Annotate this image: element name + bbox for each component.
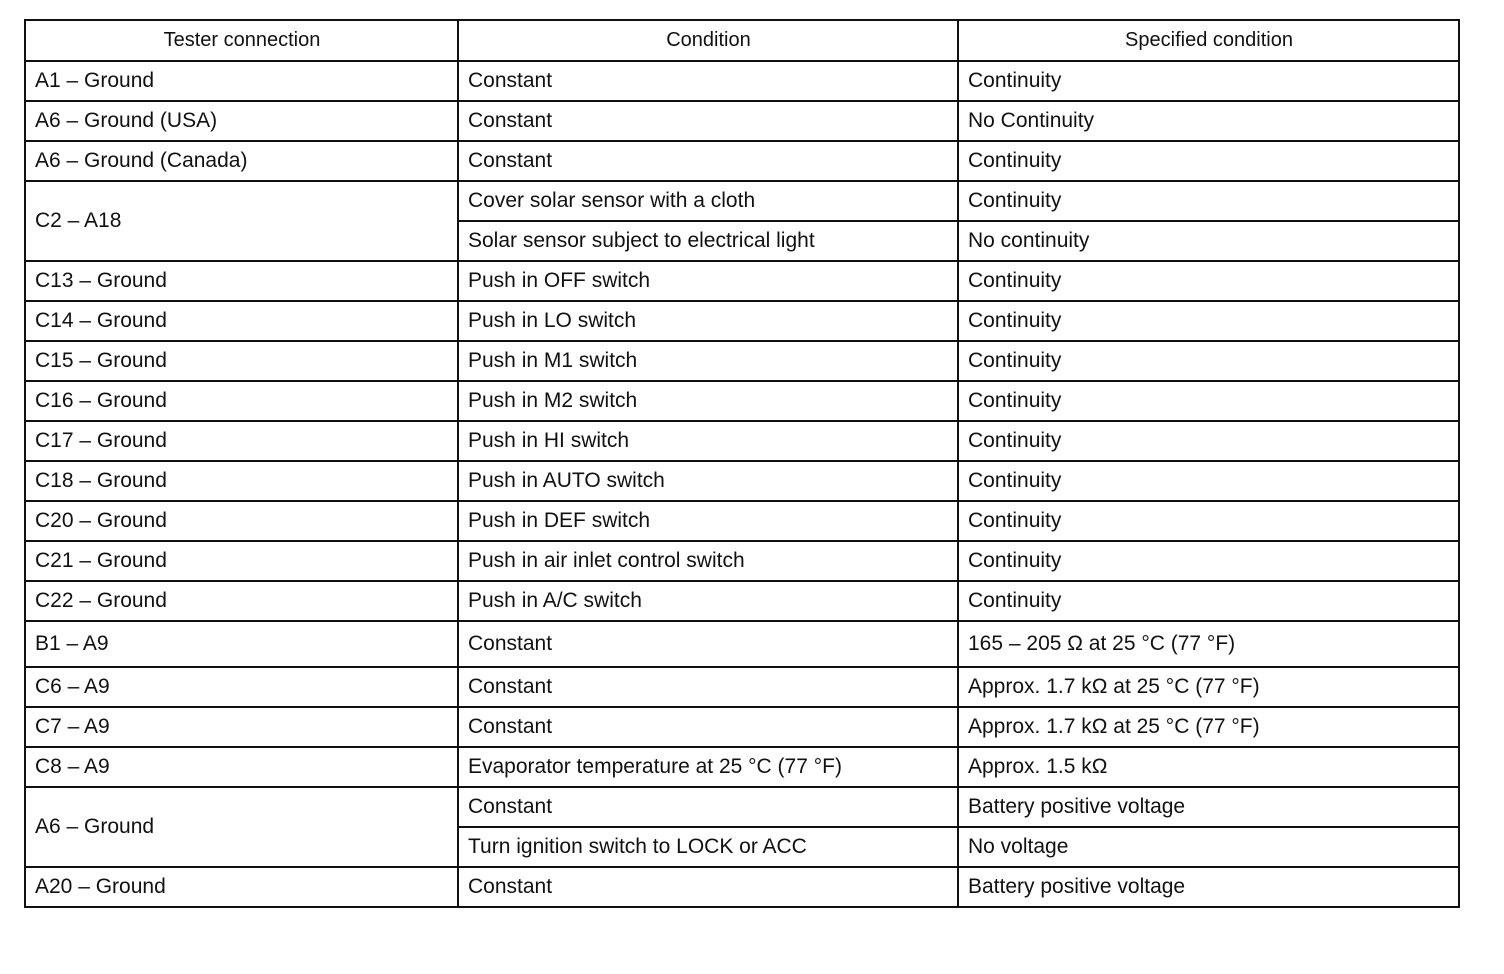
condition-cell: Constant bbox=[458, 141, 958, 181]
specified-condition-cell: Continuity bbox=[958, 381, 1459, 421]
specified-condition-cell: Continuity bbox=[958, 541, 1459, 581]
tester-connection-cell: C17 – Ground bbox=[25, 421, 458, 461]
specified-condition-cell: Approx. 1.5 kΩ bbox=[958, 747, 1459, 787]
table-row bbox=[25, 101, 1459, 141]
condition-cell: Push in LO switch bbox=[458, 301, 958, 341]
specified-condition-cell: Approx. 1.7 kΩ at 25 °C (77 °F) bbox=[958, 667, 1459, 707]
specified-condition-cell: Continuity bbox=[958, 341, 1459, 381]
spec-table-container bbox=[24, 19, 1458, 908]
header-condition: Condition bbox=[458, 20, 958, 61]
condition-cell: Constant bbox=[458, 707, 958, 747]
table-header bbox=[25, 20, 1459, 61]
table-row bbox=[25, 301, 1459, 341]
specified-condition-cell: 165 – 205 Ω at 25 °C (77 °F) bbox=[958, 621, 1459, 667]
tester-connection-cell: C15 – Ground bbox=[25, 341, 458, 381]
condition-cell: Evaporator temperature at 25 °C (77 °F) bbox=[458, 747, 958, 787]
table-row bbox=[25, 667, 1459, 707]
table-row bbox=[25, 541, 1459, 581]
specified-condition-cell: Continuity bbox=[958, 61, 1459, 101]
condition-cell: Constant bbox=[458, 621, 958, 667]
tester-connection-cell: A6 – Ground (Canada) bbox=[25, 141, 458, 181]
table-row bbox=[25, 867, 1459, 907]
header-specified-condition: Specified condition bbox=[958, 20, 1459, 61]
specified-condition-cell: Continuity bbox=[958, 141, 1459, 181]
table-row bbox=[25, 181, 1459, 221]
specified-condition-cell: No continuity bbox=[958, 221, 1459, 261]
tester-connection-cell: C14 – Ground bbox=[25, 301, 458, 341]
table-row bbox=[25, 141, 1459, 181]
condition-cell: Solar sensor subject to electrical light bbox=[458, 221, 958, 261]
table-row bbox=[25, 341, 1459, 381]
condition-cell: Push in M2 switch bbox=[458, 381, 958, 421]
condition-cell: Push in OFF switch bbox=[458, 261, 958, 301]
condition-cell: Push in AUTO switch bbox=[458, 461, 958, 501]
specified-condition-cell: Continuity bbox=[958, 501, 1459, 541]
tester-connection-cell: A6 – Ground bbox=[25, 787, 458, 867]
tester-connection-cell: C8 – A9 bbox=[25, 747, 458, 787]
specified-condition-cell: No voltage bbox=[958, 827, 1459, 867]
tester-connection-cell: C2 – A18 bbox=[25, 181, 458, 261]
tester-connection-cell: A20 – Ground bbox=[25, 867, 458, 907]
specified-condition-cell: Continuity bbox=[958, 261, 1459, 301]
condition-cell: Constant bbox=[458, 867, 958, 907]
condition-cell: Constant bbox=[458, 787, 958, 827]
table-row bbox=[25, 461, 1459, 501]
table-row bbox=[25, 581, 1459, 621]
specified-condition-cell: Battery positive voltage bbox=[958, 867, 1459, 907]
tester-connection-cell: C6 – A9 bbox=[25, 667, 458, 707]
tester-connection-cell: C7 – A9 bbox=[25, 707, 458, 747]
table-row bbox=[25, 381, 1459, 421]
tester-connection-cell: C22 – Ground bbox=[25, 581, 458, 621]
header-row bbox=[25, 20, 1459, 61]
tester-connection-cell: C18 – Ground bbox=[25, 461, 458, 501]
condition-cell: Push in HI switch bbox=[458, 421, 958, 461]
condition-cell: Cover solar sensor with a cloth bbox=[458, 181, 958, 221]
specified-condition-cell: Continuity bbox=[958, 581, 1459, 621]
tester-connection-cell: B1 – A9 bbox=[25, 621, 458, 667]
table-row bbox=[25, 707, 1459, 747]
specified-condition-cell: Battery positive voltage bbox=[958, 787, 1459, 827]
condition-cell: Constant bbox=[458, 667, 958, 707]
specified-condition-cell: Continuity bbox=[958, 461, 1459, 501]
table-body bbox=[25, 61, 1459, 907]
condition-cell: Push in A/C switch bbox=[458, 581, 958, 621]
condition-cell: Push in DEF switch bbox=[458, 501, 958, 541]
specified-condition-cell: Approx. 1.7 kΩ at 25 °C (77 °F) bbox=[958, 707, 1459, 747]
tester-connection-cell: C21 – Ground bbox=[25, 541, 458, 581]
specified-condition-cell: Continuity bbox=[958, 181, 1459, 221]
condition-cell: Push in M1 switch bbox=[458, 341, 958, 381]
table-row bbox=[25, 501, 1459, 541]
header-tester-connection: Tester connection bbox=[25, 20, 458, 61]
table-row bbox=[25, 621, 1459, 667]
tester-connection-cell: C20 – Ground bbox=[25, 501, 458, 541]
table-row bbox=[25, 261, 1459, 301]
condition-cell: Push in air inlet control switch bbox=[458, 541, 958, 581]
tester-connection-cell: A6 – Ground (USA) bbox=[25, 101, 458, 141]
specified-condition-cell: Continuity bbox=[958, 421, 1459, 461]
tester-connection-cell: C13 – Ground bbox=[25, 261, 458, 301]
condition-cell: Constant bbox=[458, 101, 958, 141]
condition-cell: Constant bbox=[458, 61, 958, 101]
tester-connection-cell: A1 – Ground bbox=[25, 61, 458, 101]
specified-condition-cell: Continuity bbox=[958, 301, 1459, 341]
table-row bbox=[25, 61, 1459, 101]
tester-spec-table bbox=[24, 19, 1460, 908]
condition-cell: Turn ignition switch to LOCK or ACC bbox=[458, 827, 958, 867]
table-row bbox=[25, 787, 1459, 827]
table-row bbox=[25, 747, 1459, 787]
table-row bbox=[25, 421, 1459, 461]
tester-connection-cell: C16 – Ground bbox=[25, 381, 458, 421]
specified-condition-cell: No Continuity bbox=[958, 101, 1459, 141]
